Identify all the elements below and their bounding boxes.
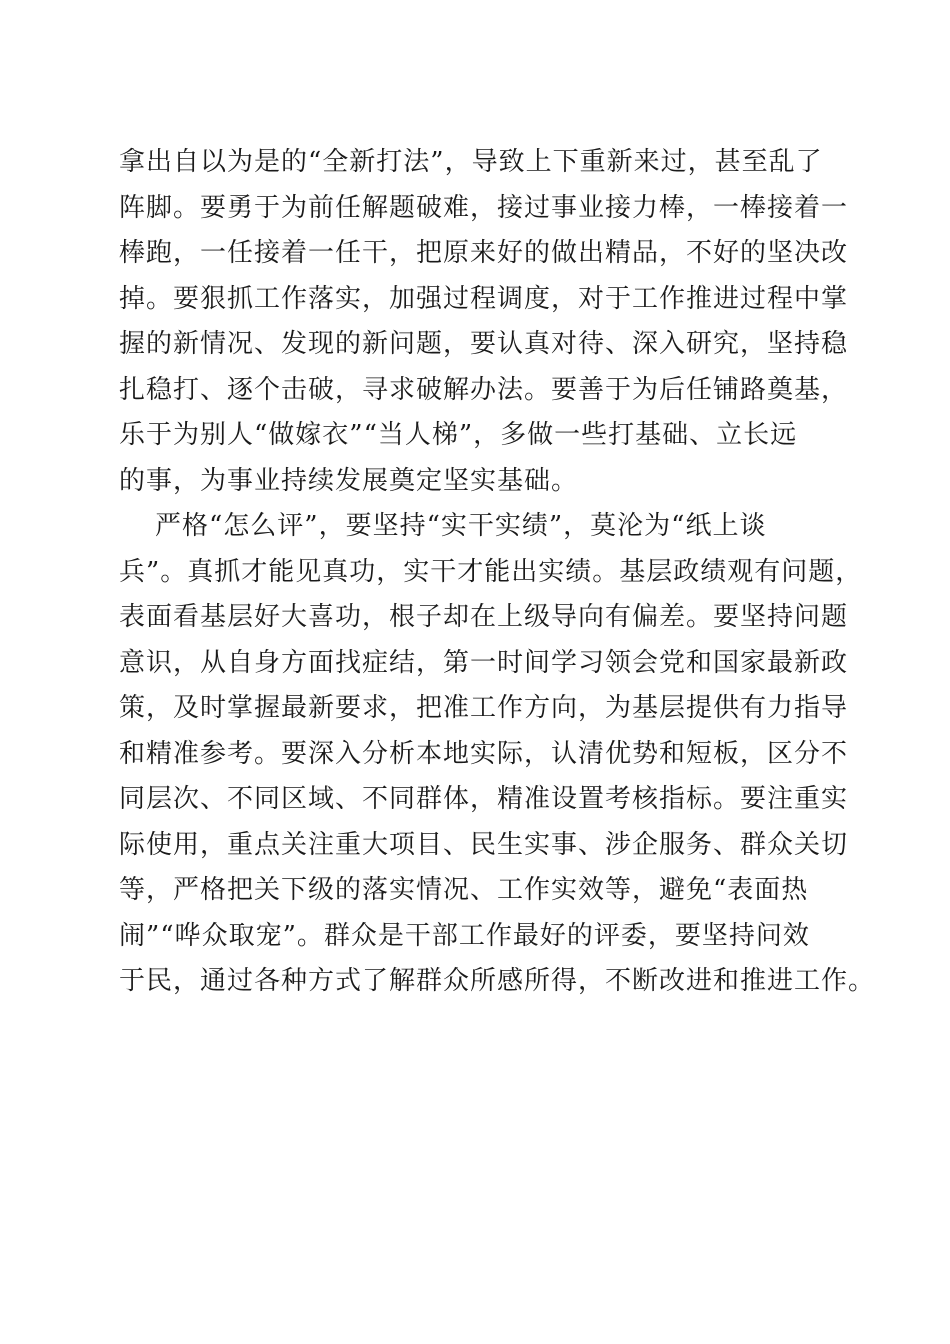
text-line: 握的新情况、发现的新问题，要认真对待、深入研究，坚持稳 — [119, 329, 849, 359]
paragraph-2 — [119, 504, 876, 1005]
text-line: 和精准参考。要深入分析本地实际，认清优势和短板，区分不 — [119, 738, 849, 769]
text-line: 严格“怎么评”，要坚持“实干实绩”，莫沦为“纸上谈 — [155, 511, 767, 541]
text-line: 意识，从自身方面找症结，第一时间学习领会党和国家最新政 — [119, 647, 849, 678]
text-line: 乐于为别人“做嫁衣”“当人梯”，多做一些打基础、立长远 — [119, 420, 798, 450]
text-line: 掉。要狠抓工作落实，加强过程调度，对于工作推进过程中掌 — [119, 283, 849, 314]
text-line: 扎稳打、逐个击破，寻求破解办法。要善于为后任铺路奠基， — [119, 374, 849, 405]
text-line: 闹”“哗众取宠”。群众是干部工作最好的评委，要坚持问效 — [119, 920, 810, 951]
text-line: 拿出自以为是的“全新打法”，导致上下重新来过，甚至乱了 — [119, 147, 823, 177]
text-line: 同层次、不同区域、不同群体，精准设置考核指标。要注重实 — [119, 784, 849, 814]
text-line: 表面看基层好大喜功，根子却在上级导向有偏差。要坚持问题 — [119, 602, 849, 632]
text-line: 的事，为事业持续发展奠定坚实基础。 — [119, 465, 579, 496]
text-line: 等，严格把关下级的落实情况、工作实效等，避免“表面热 — [119, 875, 809, 905]
text-line: 际使用，重点关注重大项目、民生实事、涉企服务、群众关切 — [119, 829, 849, 860]
body-text — [119, 140, 876, 1005]
paragraph-1 — [119, 140, 849, 504]
text-line: 策，及时掌握最新要求，把准工作方向，为基层提供有力指导 — [119, 693, 849, 723]
text-line: 阵脚。要勇于为前任解题破难，接过事业接力棒，一棒接着一 — [119, 192, 849, 223]
text-line: 棒跑，一任接着一任干，把原来好的做出精品，不好的坚决改 — [119, 238, 849, 268]
text-line: 兵”。真抓才能见真功，实干才能出实绩。基层政绩观有问题， — [119, 556, 863, 587]
text-line: 于民，通过各种方式了解群众所感所得，不断改进和推进工作。 — [119, 966, 876, 996]
